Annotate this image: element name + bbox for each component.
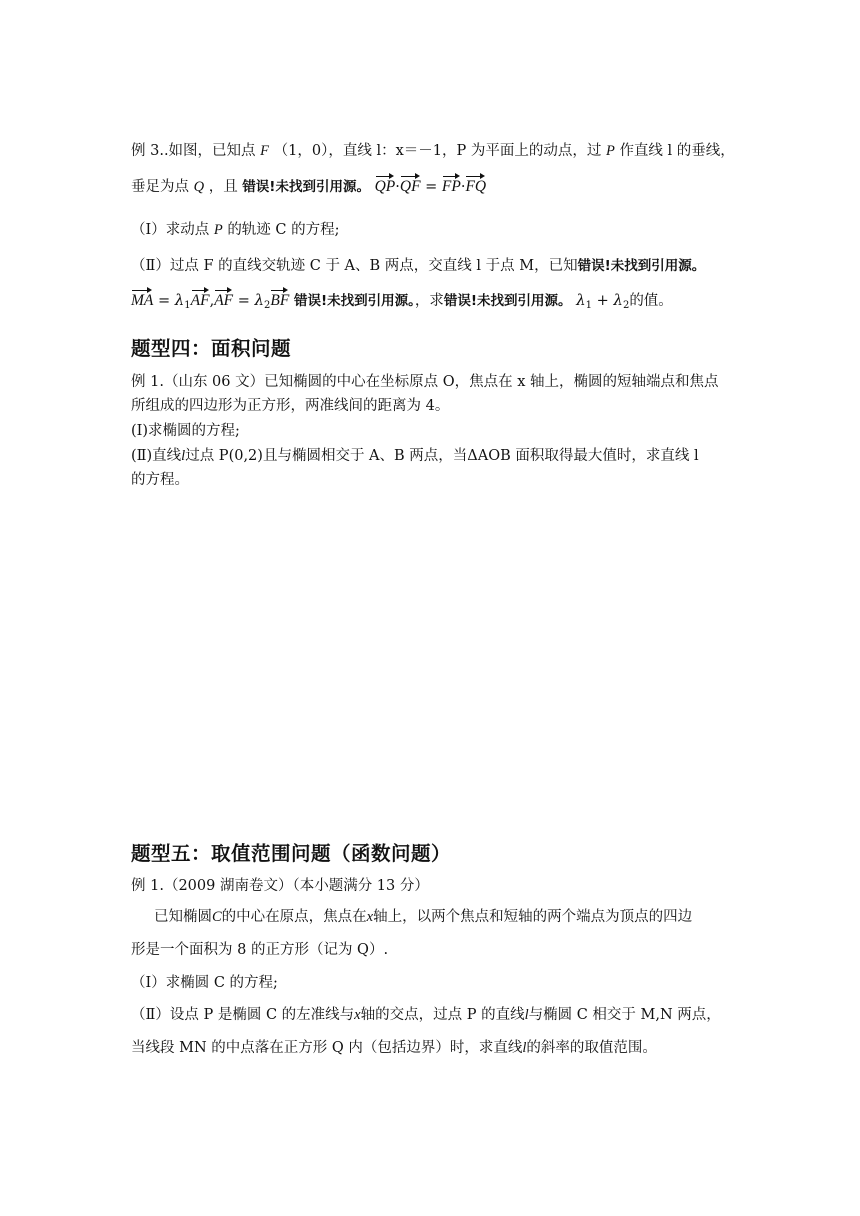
subscript: 2 [622, 300, 630, 311]
text: （Ⅰ）求动点 [131, 222, 210, 238]
var-l: l [524, 1007, 529, 1023]
text: ，求 [414, 293, 444, 309]
sec5-line-2 [154, 907, 692, 927]
var-P: P [605, 143, 615, 159]
lambda: λ [174, 291, 185, 309]
text: 垂足为点 [131, 179, 189, 195]
var-F: F [260, 143, 270, 159]
sec4-line-3: (Ⅰ)求椭圆的方程; [131, 423, 240, 439]
var-C: C [212, 909, 222, 925]
section-5-heading: 题型五：取值范围问题（函数问题） [131, 842, 452, 865]
var-x: x [366, 909, 374, 925]
comma: , [209, 293, 215, 309]
error-reference: 错误!未找到引用源。 [293, 293, 415, 309]
sec4-line-5: 的方程。 [131, 472, 189, 488]
ex3-line-2 [131, 174, 486, 197]
vector-AF: AF [191, 288, 210, 311]
text: 作直线 l 的垂线， [619, 143, 735, 159]
lambda: λ [613, 291, 623, 309]
var-P: P [213, 222, 223, 238]
subscript: 2 [264, 300, 271, 311]
text: 过点 P(0,2)且与椭圆相交于 A、B 两点，当ΔAOB 面积取得最大值时，求直线 l [185, 448, 699, 464]
sec5-line-6 [131, 1038, 657, 1058]
error-reference: 错误!未找到引用源。 [443, 293, 572, 309]
sec4-line-4 [131, 446, 699, 466]
text: （Ⅱ）过点 F 的直线交轨迹 C 于 A、B 两点，交直线 l 于点 M，已知 [131, 258, 578, 274]
sec5-line-1: 例 1.（2009 湖南卷文）（本小题满分 13 分） [131, 878, 429, 894]
text: （Ⅱ）设点 P 是椭圆 C 的左准线与 [131, 1007, 355, 1023]
error-reference: 错误!未找到引用源。 [242, 179, 370, 195]
text: 的值。 [629, 293, 673, 309]
text: （1，0），直线 l：x＝－1，P 为平面上的动点，过 [273, 143, 602, 159]
dot: · [460, 179, 466, 195]
vector-FP: FP [442, 174, 461, 197]
sec5-line-4: （Ⅰ）求椭圆 C 的方程; [131, 975, 278, 991]
ex3-question-2-cont [131, 288, 673, 316]
var-x: x [354, 1007, 361, 1023]
ex3-line-1 [131, 141, 735, 161]
text: 例 3..如图，已知点 [131, 143, 256, 159]
equals: = [425, 179, 438, 195]
text: 与椭圆 C 相交于 M,N 两点， [528, 1007, 721, 1023]
sec5-line-3: 形是一个面积为 8 的正方形（记为 Q）. [131, 942, 389, 958]
text: ，且 [208, 179, 238, 195]
sec4-line-1: 例 1.（山东 06 文）已知椭圆的中心在坐标原点 O，焦点在 x 轴上，椭圆的短轴端点和焦点 [131, 374, 719, 390]
var-l: l [522, 1040, 527, 1056]
lambda: λ [576, 291, 586, 309]
ex3-question-2 [131, 256, 705, 276]
text: 轴上，以两个焦点和短轴的两个端点为顶点的四边 [373, 909, 693, 925]
vector-BF: BF [270, 288, 289, 311]
var-l: l [181, 448, 186, 464]
text: 当线段 MN 的中点落在正方形 Q 内（包括边界）时，求直线 [131, 1040, 523, 1056]
text: (Ⅱ)直线 [131, 448, 182, 464]
section-4-heading: 题型四：面积问题 [131, 337, 292, 360]
dot: · [395, 179, 400, 195]
vector-MA: MA [131, 288, 153, 311]
subscript: 1 [184, 300, 191, 311]
text: 已知椭圆 [154, 909, 212, 925]
vector-FQ: FQ [465, 174, 486, 197]
sec5-line-5 [131, 1005, 721, 1025]
sec4-line-2: 所组成的四边形为正方形，两准线间的距离为 4。 [131, 398, 450, 414]
subscript: 1 [585, 300, 593, 311]
plus: + [596, 293, 609, 309]
lambda: λ [254, 291, 265, 309]
ex3-question-1 [131, 220, 340, 240]
text: 的轨迹 C 的方程; [227, 222, 340, 238]
vector-QP: QP [375, 174, 396, 197]
var-Q: Q [193, 179, 205, 195]
vector-QF: QF [400, 174, 421, 197]
vector-AF: AF [214, 288, 233, 311]
equals: = [158, 293, 171, 309]
error-reference: 错误!未找到引用源。 [577, 258, 706, 274]
text: 的中心在原点，焦点在 [221, 909, 367, 925]
equals: = [237, 293, 250, 309]
text: 的斜率的取值范围。 [526, 1040, 657, 1056]
text: 轴的交点，过点 P 的直线 [360, 1007, 525, 1023]
